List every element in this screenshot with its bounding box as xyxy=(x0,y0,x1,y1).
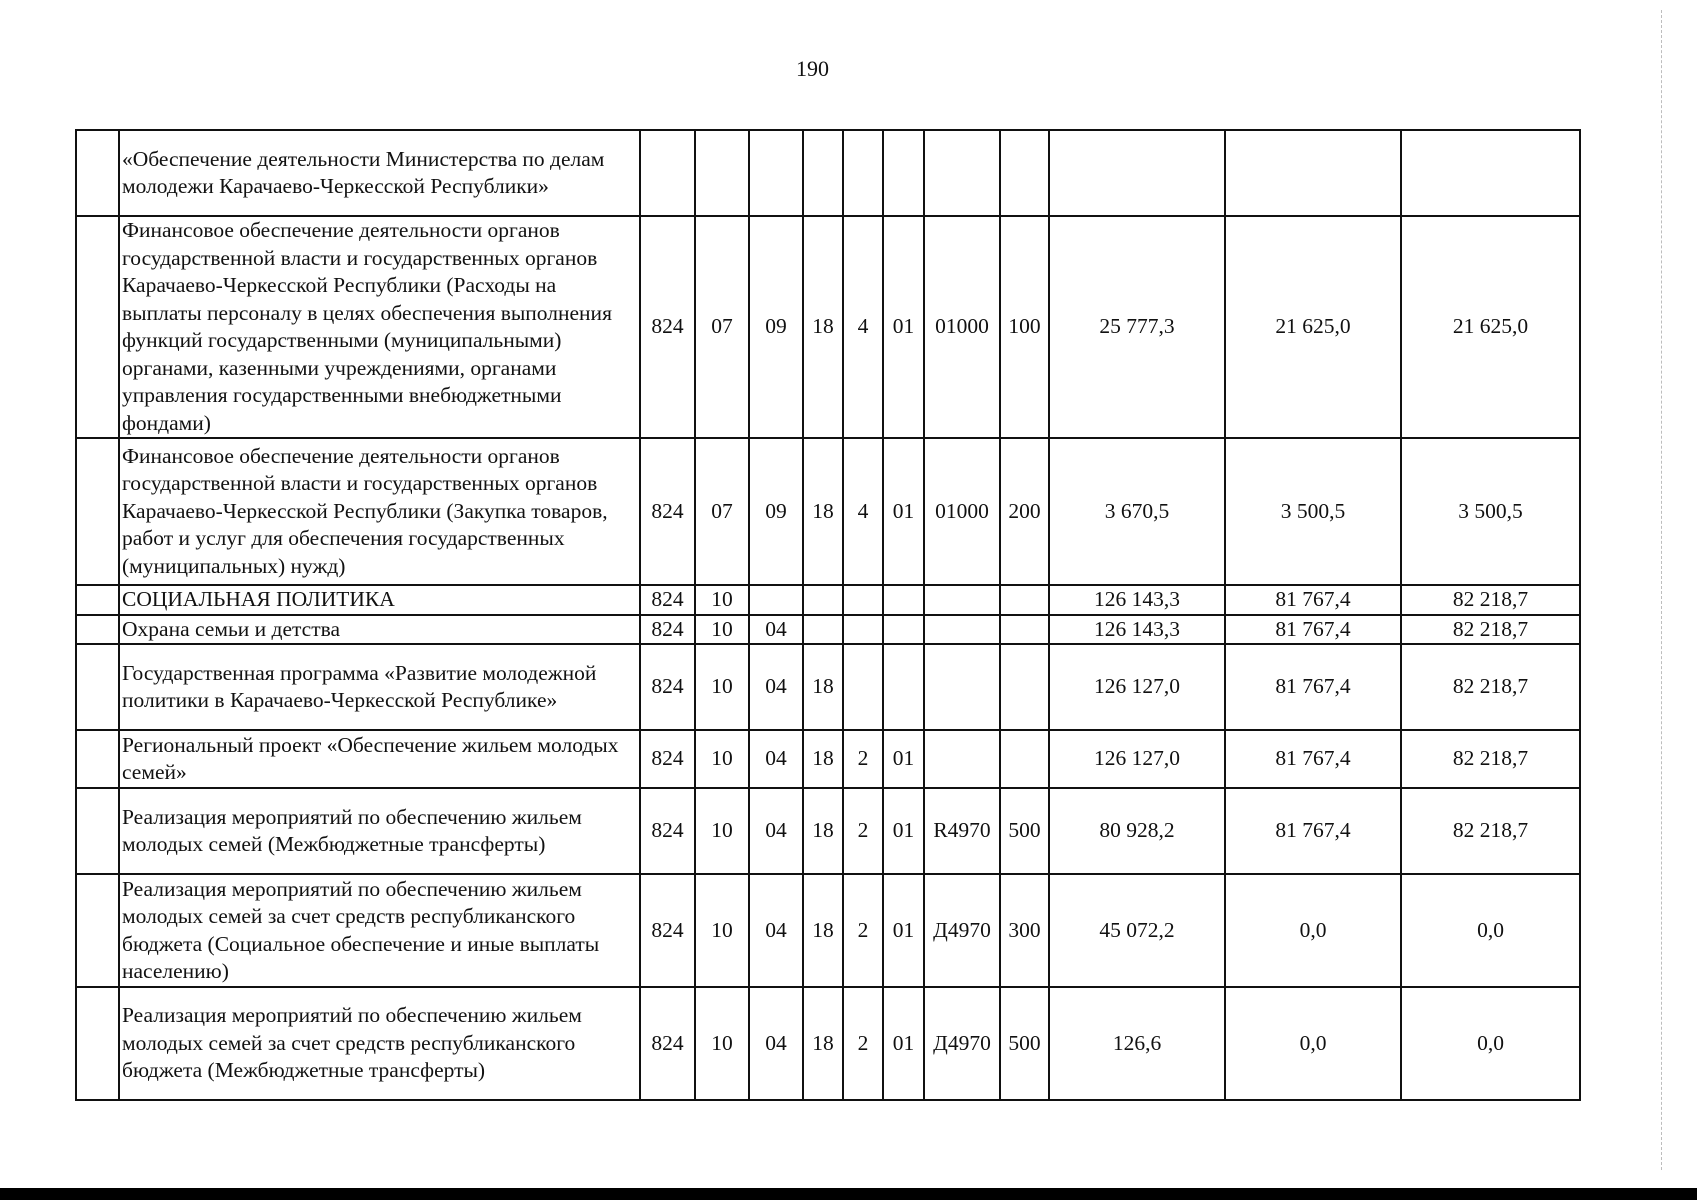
expense-name: Финансовое обеспечение деятельности органов государственной власти и государственных органов Карачаево-Черкесской Республики (Расходы на выплаты персоналу в целях обеспечения выполнения функций государственными (муниципальными) органами, казенными учреждениями, органами управления государственными внебюджетными фондами) xyxy=(119,216,640,438)
direction-code xyxy=(924,644,1000,730)
subsection-code: 04 xyxy=(749,788,803,874)
amount-year-1: 126 127,0 xyxy=(1049,644,1225,730)
event-code xyxy=(883,130,924,216)
event-code xyxy=(883,615,924,645)
amount-year-1: 126 143,3 xyxy=(1049,615,1225,645)
scan-bottom-edge xyxy=(0,1188,1697,1200)
event-code: 01 xyxy=(883,438,924,585)
expense-name: Финансовое обеспечение деятельности органов государственной власти и государственных органов Карачаево-Черкесской Республики (Закупка товаров, работ и услуг для обеспечения государственных (муниципальных) нужд) xyxy=(119,438,640,585)
ministry-code xyxy=(640,130,695,216)
table-row xyxy=(76,730,1580,788)
amount-year-1: 3 670,5 xyxy=(1049,438,1225,585)
section-code: 07 xyxy=(695,216,749,438)
amount-year-1 xyxy=(1049,130,1225,216)
expense-name: Региональный проект «Обеспечение жильем молодых семей» xyxy=(119,730,640,788)
amount-year-3 xyxy=(1401,130,1580,216)
amount-year-2 xyxy=(1225,130,1401,216)
expense-type-code xyxy=(1000,585,1049,615)
amount-year-3: 82 218,7 xyxy=(1401,730,1580,788)
row-number-cell xyxy=(76,130,119,216)
subprogram-code: 2 xyxy=(843,730,883,788)
program-code: 18 xyxy=(803,987,843,1100)
ministry-code: 824 xyxy=(640,615,695,645)
program-code: 18 xyxy=(803,874,843,987)
ministry-code: 824 xyxy=(640,216,695,438)
ministry-code: 824 xyxy=(640,730,695,788)
subprogram-code: 2 xyxy=(843,874,883,987)
amount-year-1: 126,6 xyxy=(1049,987,1225,1100)
event-code: 01 xyxy=(883,730,924,788)
program-code xyxy=(803,130,843,216)
amount-year-2: 81 767,4 xyxy=(1225,615,1401,645)
direction-code: Д4970 xyxy=(924,874,1000,987)
amount-year-2: 0,0 xyxy=(1225,987,1401,1100)
direction-code: R4970 xyxy=(924,788,1000,874)
table-row xyxy=(76,788,1580,874)
program-code xyxy=(803,615,843,645)
amount-year-2: 81 767,4 xyxy=(1225,788,1401,874)
table-row xyxy=(76,585,1580,615)
direction-code: 01000 xyxy=(924,438,1000,585)
amount-year-3: 0,0 xyxy=(1401,987,1580,1100)
budget-table xyxy=(75,129,1581,1101)
section-code: 10 xyxy=(695,585,749,615)
program-code: 18 xyxy=(803,438,843,585)
table-row xyxy=(76,216,1580,438)
event-code: 01 xyxy=(883,788,924,874)
event-code xyxy=(883,585,924,615)
amount-year-2: 81 767,4 xyxy=(1225,585,1401,615)
amount-year-2: 3 500,5 xyxy=(1225,438,1401,585)
table-row xyxy=(76,615,1580,645)
amount-year-3: 0,0 xyxy=(1401,874,1580,987)
amount-year-2: 0,0 xyxy=(1225,874,1401,987)
amount-year-2: 81 767,4 xyxy=(1225,730,1401,788)
table-row xyxy=(76,874,1580,987)
expense-name: Реализация мероприятий по обеспечению жильем молодых семей за счет средств республиканского бюджета (Межбюджетные трансферты) xyxy=(119,987,640,1100)
section-code: 10 xyxy=(695,788,749,874)
row-number-cell xyxy=(76,438,119,585)
expense-type-code: 500 xyxy=(1000,788,1049,874)
table-row xyxy=(76,644,1580,730)
section-code: 10 xyxy=(695,644,749,730)
subsection-code: 04 xyxy=(749,874,803,987)
expense-type-code xyxy=(1000,644,1049,730)
row-number-cell xyxy=(76,874,119,987)
expense-type-code: 300 xyxy=(1000,874,1049,987)
amount-year-3: 82 218,7 xyxy=(1401,788,1580,874)
section-code: 10 xyxy=(695,874,749,987)
table-row xyxy=(76,130,1580,216)
direction-code xyxy=(924,730,1000,788)
expense-name: Охрана семьи и детства xyxy=(119,615,640,645)
amount-year-2: 21 625,0 xyxy=(1225,216,1401,438)
subprogram-code xyxy=(843,615,883,645)
ministry-code: 824 xyxy=(640,644,695,730)
event-code: 01 xyxy=(883,874,924,987)
expense-type-code xyxy=(1000,730,1049,788)
event-code: 01 xyxy=(883,987,924,1100)
ministry-code: 824 xyxy=(640,585,695,615)
row-number-cell xyxy=(76,730,119,788)
program-code: 18 xyxy=(803,788,843,874)
subsection-code xyxy=(749,585,803,615)
direction-code: 01000 xyxy=(924,216,1000,438)
program-code: 18 xyxy=(803,216,843,438)
ministry-code: 824 xyxy=(640,874,695,987)
table-row xyxy=(76,438,1580,585)
subprogram-code xyxy=(843,585,883,615)
expense-type-code: 500 xyxy=(1000,987,1049,1100)
amount-year-2: 81 767,4 xyxy=(1225,644,1401,730)
row-number-cell xyxy=(76,615,119,645)
section-code: 07 xyxy=(695,438,749,585)
subsection-code: 04 xyxy=(749,987,803,1100)
expense-name: СОЦИАЛЬНАЯ ПОЛИТИКА xyxy=(119,585,640,615)
expense-type-code: 100 xyxy=(1000,216,1049,438)
subprogram-code xyxy=(843,130,883,216)
subprogram-code xyxy=(843,644,883,730)
event-code xyxy=(883,644,924,730)
section-code: 10 xyxy=(695,615,749,645)
event-code: 01 xyxy=(883,216,924,438)
section-code: 10 xyxy=(695,730,749,788)
amount-year-3: 21 625,0 xyxy=(1401,216,1580,438)
amount-year-1: 80 928,2 xyxy=(1049,788,1225,874)
direction-code xyxy=(924,130,1000,216)
subsection-code: 04 xyxy=(749,644,803,730)
amount-year-1: 25 777,3 xyxy=(1049,216,1225,438)
row-number-cell xyxy=(76,585,119,615)
expense-name: Реализация мероприятий по обеспечению жильем молодых семей за счет средств республиканского бюджета (Социальное обеспечение и иные выплаты населению) xyxy=(119,874,640,987)
row-number-cell xyxy=(76,644,119,730)
section-code: 10 xyxy=(695,987,749,1100)
amount-year-1: 45 072,2 xyxy=(1049,874,1225,987)
section-code xyxy=(695,130,749,216)
subprogram-code: 4 xyxy=(843,216,883,438)
expense-type-code xyxy=(1000,615,1049,645)
row-number-cell xyxy=(76,987,119,1100)
program-code xyxy=(803,585,843,615)
expense-type-code xyxy=(1000,130,1049,216)
subsection-code: 09 xyxy=(749,438,803,585)
amount-year-3: 82 218,7 xyxy=(1401,585,1580,615)
subprogram-code: 2 xyxy=(843,987,883,1100)
subprogram-code: 2 xyxy=(843,788,883,874)
subsection-code xyxy=(749,130,803,216)
subsection-code: 04 xyxy=(749,730,803,788)
expense-name: «Обеспечение деятельности Министерства по делам молодежи Карачаево-Черкесской Республики» xyxy=(119,130,640,216)
ministry-code: 824 xyxy=(640,788,695,874)
amount-year-3: 82 218,7 xyxy=(1401,615,1580,645)
page-number: 190 xyxy=(796,56,829,81)
ministry-code: 824 xyxy=(640,438,695,585)
scan-edge-line xyxy=(1661,10,1662,1170)
ministry-code: 824 xyxy=(640,987,695,1100)
expense-type-code: 200 xyxy=(1000,438,1049,585)
direction-code xyxy=(924,585,1000,615)
direction-code xyxy=(924,615,1000,645)
row-number-cell xyxy=(76,788,119,874)
amount-year-3: 3 500,5 xyxy=(1401,438,1580,585)
subprogram-code: 4 xyxy=(843,438,883,585)
program-code: 18 xyxy=(803,644,843,730)
subsection-code: 09 xyxy=(749,216,803,438)
direction-code: Д4970 xyxy=(924,987,1000,1100)
table-row xyxy=(76,987,1580,1100)
row-number-cell xyxy=(76,216,119,438)
subsection-code: 04 xyxy=(749,615,803,645)
expense-name: Государственная программа «Развитие молодежной политики в Карачаево-Черкесской Республике» xyxy=(119,644,640,730)
amount-year-1: 126 127,0 xyxy=(1049,730,1225,788)
expense-name: Реализация мероприятий по обеспечению жильем молодых семей (Межбюджетные трансферты) xyxy=(119,788,640,874)
program-code: 18 xyxy=(803,730,843,788)
amount-year-1: 126 143,3 xyxy=(1049,585,1225,615)
amount-year-3: 82 218,7 xyxy=(1401,644,1580,730)
